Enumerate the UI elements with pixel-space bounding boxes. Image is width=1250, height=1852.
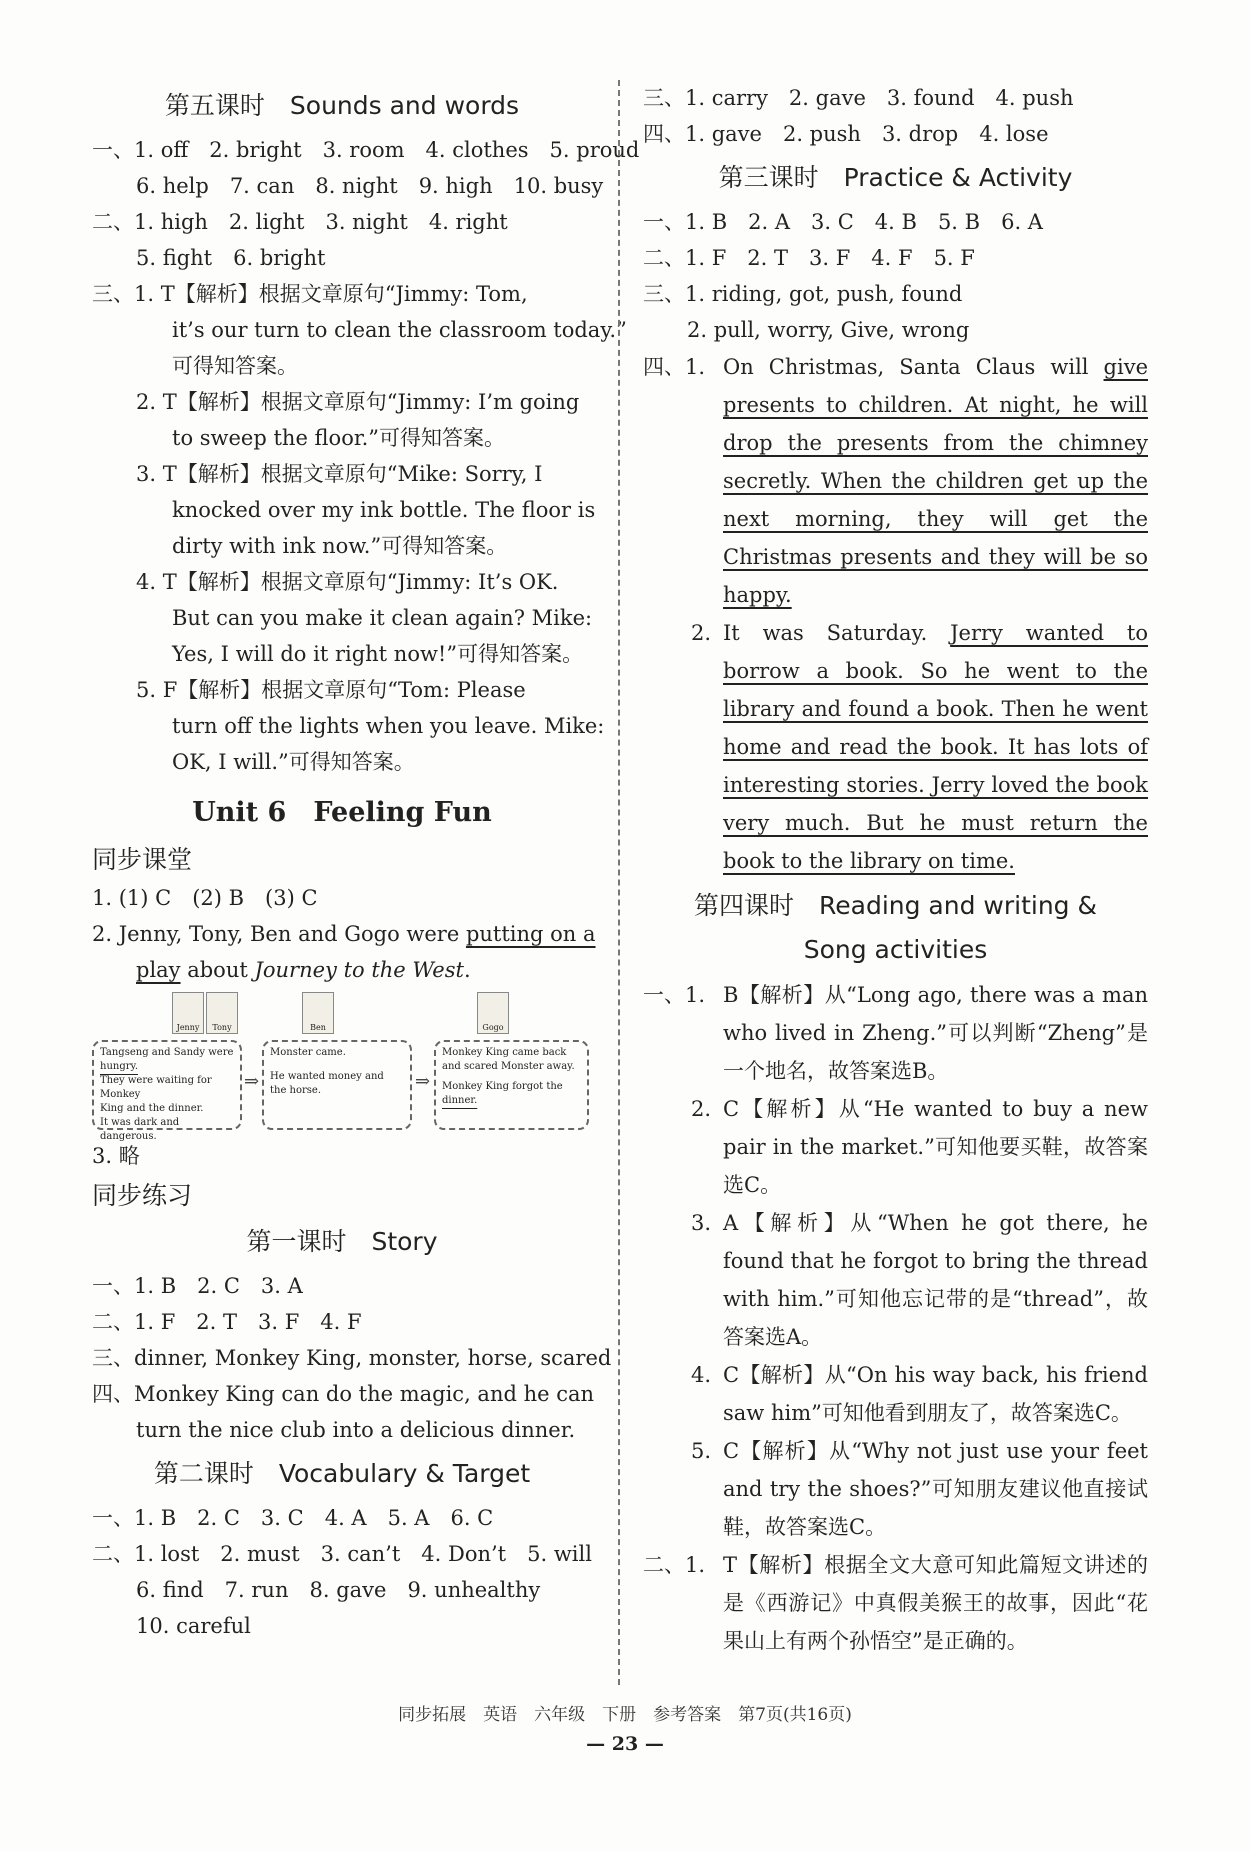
answer-line: 三、1. riding, got, push, found bbox=[643, 282, 963, 306]
underlined-answer: play bbox=[136, 958, 181, 982]
answer-paragraph: A【解析】从“When he got there, he found that he forgot to bring the thread with him.”可知他忘记带的是“thread”，故答案选A。 bbox=[723, 1211, 1148, 1349]
column-divider bbox=[618, 80, 620, 1685]
answer-line: 10. careful bbox=[136, 1614, 251, 1638]
reading-answer bbox=[643, 1546, 1148, 1660]
answer-paragraph: C【解析】从“He wanted to buy a new pair in the market.”可知他要买鞋，故答案选C。 bbox=[723, 1097, 1148, 1197]
answer-paragraph: C【解析】从“Why not just use your feet and try the shoes?”可知朋友建议他直接试鞋，故答案选C。 bbox=[723, 1439, 1148, 1539]
answer-line: But can you make it clean again? Mike: bbox=[172, 606, 593, 630]
answer-line: 4. T【解析】根据文章原句“Jimmy: It’s OK. bbox=[136, 570, 559, 594]
box-text: King and the dinner. bbox=[100, 1103, 204, 1114]
answer-paragraph: T【解析】根据全文大意可知此篇短文讲述的是《西游记》中真假美猴王的故事，因此“花果山上有两个孙悟空”是正确的。 bbox=[723, 1553, 1148, 1653]
reading-answer bbox=[643, 1356, 1148, 1432]
answer-line: to sweep the floor.”可得知答案。 bbox=[172, 426, 505, 450]
right-column bbox=[643, 80, 1148, 1660]
answer-text: It was Saturday. bbox=[723, 621, 951, 645]
question-label: 4. bbox=[690, 1363, 711, 1387]
box-text: and scared Monster away. bbox=[442, 1061, 575, 1072]
underlined-answer: Jerry wanted to borrow a book. So he went to the library and found a book. Then he went home and read the book. It has lots of interesting stories. Jerry loved the book very much. But he must return the book to the library on time. bbox=[723, 621, 1148, 873]
answer-paragraph: B【解析】从“Long ago, there was a man who lived in Zheng.”可以判断“Zheng”是一个地名，故答案选B。 bbox=[723, 983, 1148, 1083]
story-box-2 bbox=[262, 1040, 412, 1130]
character-figures bbox=[92, 992, 592, 1034]
arrow-icon: ⇒ bbox=[244, 1071, 260, 1092]
underlined-answer: putting on a bbox=[465, 922, 596, 946]
answer-paragraph: C【解析】从“On his way back, his friend saw him”可知他看到朋友了，故答案选C。 bbox=[723, 1363, 1148, 1425]
reading-answer bbox=[643, 1090, 1148, 1204]
answer-line: Yes, I will do it right now!”可得知答案。 bbox=[172, 642, 584, 666]
character-figure bbox=[206, 992, 238, 1034]
box-text: He wanted money and bbox=[270, 1071, 384, 1082]
box-text: the horse. bbox=[270, 1085, 322, 1096]
answer-line: 一、1. B 2. C 3. C 4. A 5. A 6. C bbox=[92, 1506, 494, 1530]
box-text: They were waiting for Monkey bbox=[100, 1075, 212, 1100]
answer-line: 5. F【解析】根据文章原句“Tom: Please bbox=[136, 678, 526, 702]
lesson4-subtitle: Song activities bbox=[803, 935, 988, 964]
answer-line: 二、1. F 2. T 3. F 4. F 5. F bbox=[643, 246, 975, 270]
answer-line: 四、Monkey King can do the magic, and he can bbox=[92, 1382, 595, 1406]
answer-line: 三、1. carry 2. gave 3. found 4. push bbox=[643, 86, 1074, 110]
answer-line: 6. find 7. run 8. gave 9. unhealthy bbox=[136, 1578, 541, 1602]
answer-line: knocked over my ink bottle. The floor is bbox=[172, 498, 596, 522]
answer-line: 2. T【解析】根据文章原句“Jimmy: I’m going bbox=[136, 390, 580, 414]
answer-line: OK, I will.”可得知答案。 bbox=[172, 750, 415, 774]
box-text: hungry. bbox=[100, 1061, 139, 1072]
section-title-sync-practice: 同步练习 bbox=[92, 1181, 193, 1210]
answer-line: dirty with ink now.”可得知答案。 bbox=[172, 534, 508, 558]
lesson2-title: 第二课时 Vocabulary & Target bbox=[153, 1459, 531, 1488]
answer-line: 一、1. off 2. bright 3. room 4. clothes 5. proud bbox=[92, 138, 640, 162]
underlined-answer: give presents to children. At night, he will drop the presents from the chimney secretly. When the children get up the next morning, they will get the Christmas presents and they will be so happy. bbox=[723, 355, 1148, 607]
reading-answer bbox=[643, 976, 1148, 1090]
question-label: 二、1. bbox=[643, 1553, 706, 1577]
figure-label: Jenny bbox=[176, 1023, 200, 1032]
answer-line: 二、1. lost 2. must 3. can’t 4. Don’t 5. will bbox=[92, 1542, 592, 1566]
answer-line: 三、dinner, Monkey King, monster, horse, scared bbox=[92, 1346, 612, 1370]
left-column bbox=[92, 80, 640, 1644]
answer-line: 一、1. B 2. A 3. C 4. B 5. B 6. A bbox=[643, 210, 1043, 234]
answer-paragraph bbox=[723, 614, 1148, 880]
story-box-3 bbox=[434, 1040, 589, 1130]
writing-answer-2 bbox=[643, 614, 1148, 880]
lesson1-title: 第一课时 Story bbox=[246, 1227, 438, 1256]
answer-text: about bbox=[180, 958, 255, 982]
answer-line: 3. T【解析】根据文章原句“Mike: Sorry, I bbox=[136, 462, 543, 486]
answer-line: turn the nice club into a delicious dinner. bbox=[136, 1418, 576, 1442]
question-label: 一、1. bbox=[643, 983, 706, 1007]
box-text: Monkey King came back bbox=[442, 1047, 567, 1058]
answer-text: 2. Jenny, Tony, Ben and Gogo were bbox=[92, 922, 466, 946]
answer-paragraph bbox=[723, 348, 1148, 614]
answer-line: it’s our turn to clean the classroom today.” bbox=[172, 318, 627, 342]
answer-line: 2. pull, worry, Give, wrong bbox=[687, 318, 970, 342]
box-text: It was dark and dangerous. bbox=[100, 1117, 180, 1142]
lesson5-title: 第五课时 Sounds and words bbox=[164, 91, 520, 120]
question-label: 5. bbox=[690, 1439, 711, 1463]
footer-info: 同步拓展 英语 六年级 下册 参考答案 第7页(共16页) bbox=[398, 1705, 852, 1725]
answer-line: 二、1. F 2. T 3. F 4. F bbox=[92, 1310, 362, 1334]
page-number: — 23 — bbox=[586, 1733, 664, 1755]
story-box-1 bbox=[92, 1040, 242, 1142]
lesson3-title: 第三课时 Practice & Activity bbox=[718, 163, 1073, 192]
section-title-sync-class: 同步课堂 bbox=[92, 845, 193, 874]
answer-line: 6. help 7. can 8. night 9. high 10. busy bbox=[136, 174, 604, 198]
character-figure bbox=[302, 992, 334, 1034]
answer-line: 1. (1) C (2) B (3) C bbox=[92, 886, 318, 910]
answer-line: turn off the lights when you leave. Mike: bbox=[172, 714, 605, 738]
figure-label: Ben bbox=[310, 1023, 326, 1032]
arrow-icon: ⇒ bbox=[415, 1071, 431, 1092]
reading-answer bbox=[643, 1432, 1148, 1546]
unit-title: Unit 6 Feeling Fun bbox=[192, 797, 492, 828]
figure-label: Gogo bbox=[482, 1023, 504, 1032]
answer-line: 可得知答案。 bbox=[172, 354, 298, 378]
answer-line bbox=[92, 916, 596, 952]
question-label: 四、1. bbox=[643, 355, 706, 379]
story-flow-diagram bbox=[92, 992, 592, 1142]
answer-text: . bbox=[463, 958, 471, 982]
answer-line: 四、1. gave 2. push 3. drop 4. lose bbox=[643, 122, 1049, 146]
answer-line: 二、1. high 2. light 3. night 4. right bbox=[92, 210, 508, 234]
answer-line: 3. 略 bbox=[92, 1144, 140, 1168]
question-label: 2. bbox=[690, 1097, 711, 1121]
figure-label: Tony bbox=[212, 1023, 232, 1032]
answer-line: 三、1. T【解析】根据文章原句“Jimmy: Tom, bbox=[92, 282, 528, 306]
lesson4-title: 第四课时 Reading and writing & bbox=[694, 891, 1097, 920]
writing-answer-1 bbox=[643, 348, 1148, 614]
box-text: Tangseng and Sandy were bbox=[100, 1047, 234, 1058]
answer-text: On Christmas, Santa Claus will bbox=[723, 355, 1104, 379]
book-title: Journey to the West bbox=[254, 958, 464, 982]
answer-line: 5. fight 6. bright bbox=[136, 246, 326, 270]
box-text: Monster came. bbox=[270, 1047, 346, 1058]
answer-line: 一、1. B 2. C 3. A bbox=[92, 1274, 303, 1298]
question-label: 2. bbox=[690, 621, 711, 645]
answer-line bbox=[92, 952, 592, 988]
reading-answer bbox=[643, 1204, 1148, 1356]
box-text: dinner. bbox=[442, 1095, 478, 1106]
question-label: 3. bbox=[690, 1211, 711, 1235]
character-figure bbox=[477, 992, 509, 1034]
box-text: Monkey King forgot the bbox=[442, 1081, 563, 1092]
character-figure bbox=[172, 992, 204, 1034]
